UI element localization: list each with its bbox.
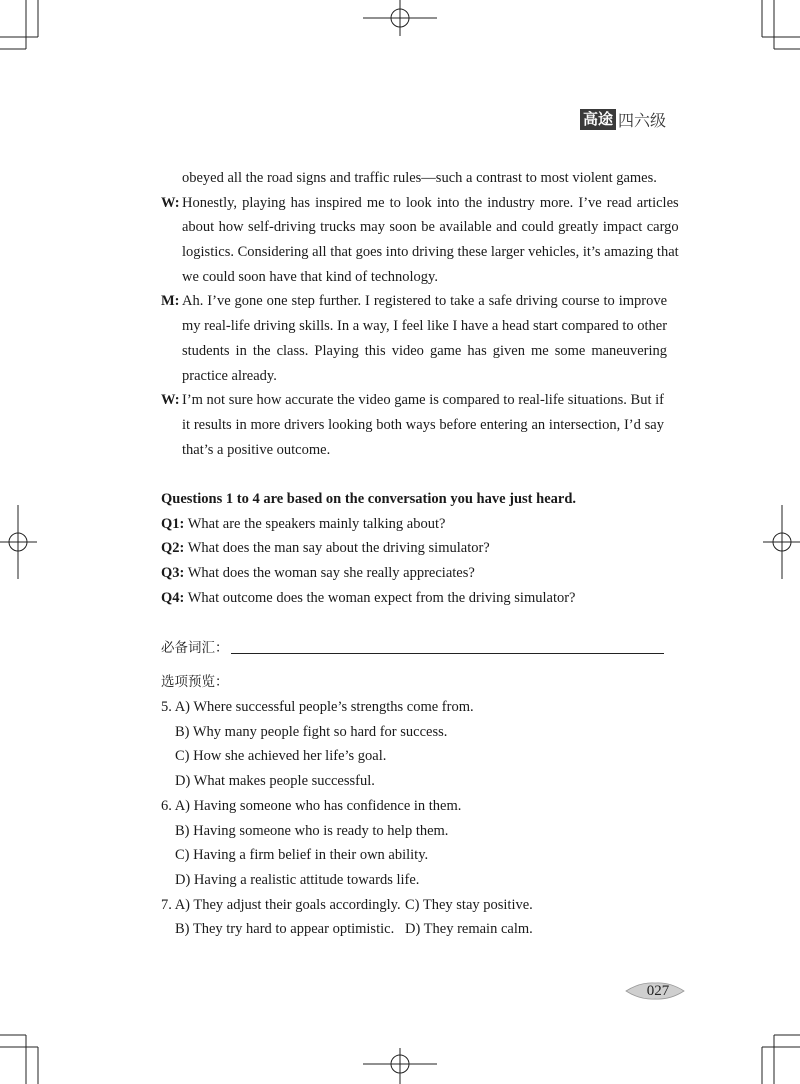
dialogue-turn (161, 388, 664, 462)
option-item: D) They remain calm. (405, 921, 533, 938)
dialogue-line: Ah. I’ve gone one step further. I registered to take a safe driving course to improve (182, 293, 668, 310)
question-item (161, 512, 664, 537)
question-text: What are the speakers mainly talking about? (187, 515, 446, 532)
option-item: B) Why many people fight so hard for success. (175, 723, 448, 740)
brand-header (580, 108, 666, 130)
option-row (161, 893, 664, 918)
speaker-label: M: (161, 293, 180, 310)
questions-heading: Questions 1 to 4 are based on the conversation you have just heard. (161, 490, 577, 507)
options-heading: 选项预览： (161, 674, 229, 691)
option-item: D) What makes people successful. (175, 773, 375, 790)
brand-subtitle: 四六级 (618, 110, 667, 130)
option-item: B) Having someone who is ready to help them. (175, 822, 449, 839)
option-item: C) How she achieved her life’s goal. (175, 748, 387, 765)
vocab-label: 必备词汇： (161, 640, 229, 657)
page-content (161, 166, 679, 942)
dialogue-turn (161, 289, 668, 388)
dialogue-line: logistics. Considering all that goes into driving these larger vehicles, it’s amazing that (182, 244, 679, 261)
vocab-row (161, 628, 664, 656)
question-label: Q3: (161, 565, 185, 581)
option-row (161, 917, 664, 942)
question-label: Q2: (161, 540, 185, 557)
question-text: What does the woman say she really appreciates? (187, 565, 475, 581)
option-item: 5. A) Where successful people’s strengths come from. (161, 699, 474, 716)
question-text: What outcome does the woman expect from the driving simulator? (187, 589, 576, 606)
option-item: C) Having a firm belief in their own ability. (175, 847, 429, 864)
dialogue-line: it results in more drivers looking both ways before entering an intersection, I’d say (182, 416, 664, 433)
dialogue-turn (161, 191, 679, 290)
option-item: 7. A) They adjust their goals accordingly. (161, 896, 401, 913)
dialogue-continuation: obeyed all the road signs and traffic rules—such a contrast to most violent games. (182, 170, 657, 186)
question-item (161, 536, 664, 561)
dialogue-line: my real-life driving skills. In a way, I feel like I have a head start compared to other (182, 318, 668, 335)
dialogue-line: I’m not sure how accurate the video game is compared to real-life situations. But if (182, 392, 664, 409)
option-item: D) Having a realistic attitude towards life. (175, 871, 420, 888)
question-item (161, 586, 664, 611)
question-label: Q1: (161, 515, 185, 532)
dialogue-line: practice already. (182, 367, 277, 384)
page-number: 027 (646, 982, 670, 999)
option-item: C) They stay positive. (405, 896, 533, 913)
option-item: 6. A) Having someone who has confidence in them. (161, 797, 462, 814)
speaker-label: W: (161, 194, 180, 211)
vocab-blank-line (231, 652, 665, 654)
dialogue-line: Honestly, playing has inspired me to look into the industry more. I’ve read articles (182, 194, 679, 211)
dialogue-line: about how self-driving trucks may soon be available and could greatly impact cargo (182, 219, 679, 236)
dialogue-line: that’s a positive outcome. (182, 441, 331, 458)
question-text: What does the man say about the driving simulator? (187, 540, 490, 557)
question-label: Q4: (161, 589, 185, 606)
brand-logo: 高途 (580, 109, 616, 130)
option-item: B) They try hard to appear optimistic. (175, 921, 395, 938)
dialogue-line: we could soon have that kind of technology. (182, 268, 438, 285)
question-item (161, 561, 664, 586)
speaker-label: W: (161, 392, 180, 409)
dialogue-line: students in the class. Playing this video game has given me some maneuvering (182, 342, 668, 359)
